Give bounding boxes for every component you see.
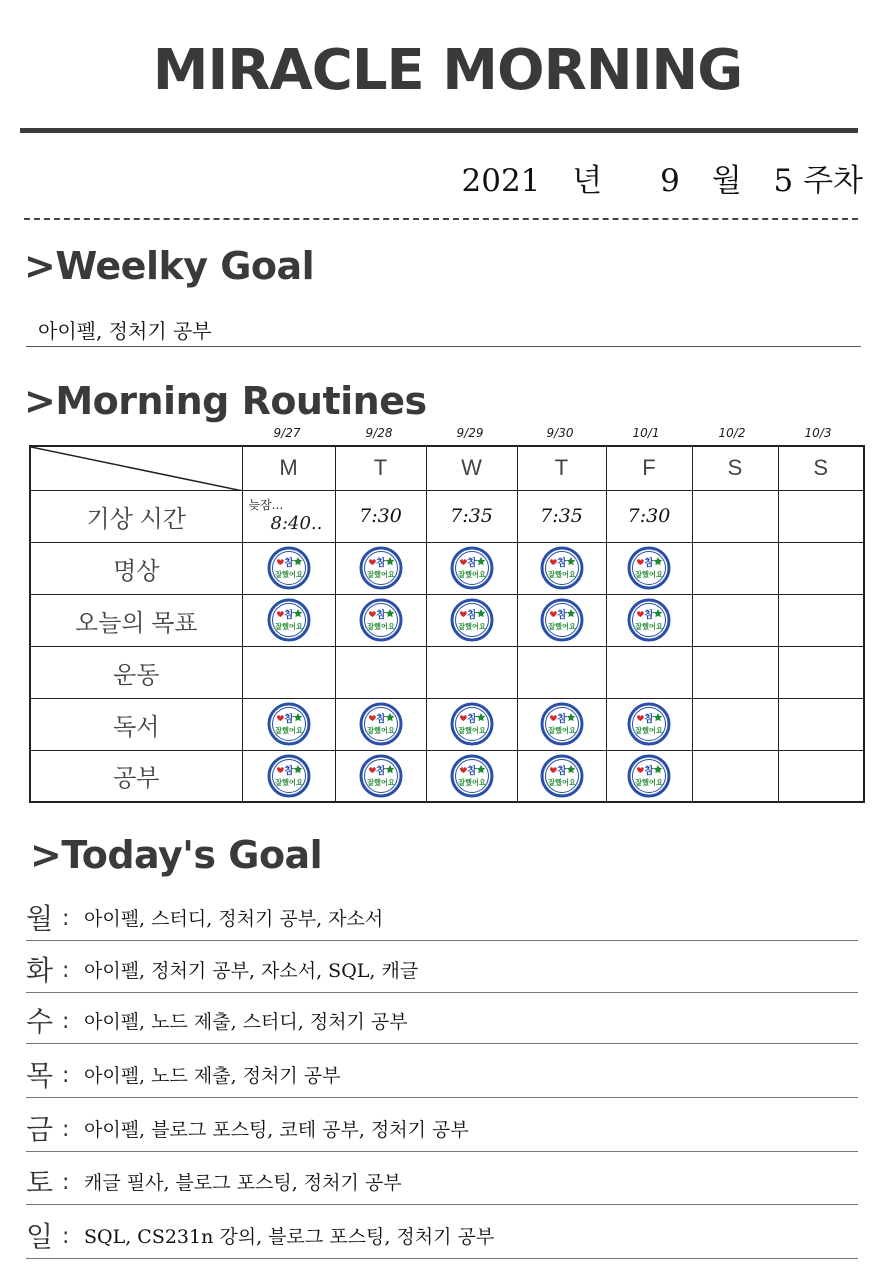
date-label: 10/3 (804, 426, 832, 440)
dashed-divider (24, 218, 858, 220)
routine-row (30, 594, 864, 646)
stamp-bottom-text: 잘했어요 (274, 777, 303, 787)
stamp-cell (426, 594, 517, 646)
stamp-bottom-text: 잘했어요 (457, 622, 486, 631)
month-unit: 월 (711, 163, 742, 199)
stamp-cell (606, 698, 692, 750)
goal-line (26, 1153, 858, 1205)
goal-line (26, 1046, 858, 1098)
stamp-bottom-text: 잘했어요 (547, 777, 576, 787)
row-label: 독서 (30, 698, 242, 750)
stamp-top-text: 참 (283, 610, 294, 621)
stamp-cell (335, 646, 426, 698)
stamp-icon (627, 598, 671, 642)
goal-colon: : (62, 1224, 70, 1249)
goal-text: 아이펠, 스터디, 정처기 공부, 자소서 (84, 908, 384, 930)
stamp-top-text: 참 (375, 558, 386, 569)
stamp-bottom-text: 잘했어요 (547, 726, 576, 735)
diagonal-line (31, 447, 243, 491)
date-label: 10/2 (718, 426, 746, 440)
goal-day: 수 (26, 1006, 54, 1037)
stamp-top-text: 참 (283, 558, 294, 569)
stamp-cell (335, 542, 426, 594)
weekly-goal-underline (26, 346, 861, 347)
stamp-cell (242, 698, 335, 750)
stamp-top-text: 참 (556, 610, 567, 621)
stamp-cell (606, 594, 692, 646)
routine-row (30, 542, 864, 594)
goal-line (26, 1207, 858, 1259)
wake-time: 7:30 (335, 490, 426, 542)
goal-colon: : (62, 1117, 70, 1142)
goal-line (26, 889, 858, 941)
goal-text: 아이펠, 정처기 공부, 자소서, SQL, 캐글 (84, 960, 419, 982)
stamp-cell (606, 542, 692, 594)
stamp-cell (692, 594, 778, 646)
goal-day: 목 (26, 1060, 54, 1091)
title-divider (20, 128, 858, 133)
stamp-cell (242, 646, 335, 698)
stamp-cell (335, 594, 426, 646)
stamp-top-text: 참 (644, 714, 654, 725)
goal-day: 화 (26, 955, 54, 986)
stamp-cell (517, 542, 606, 594)
stamp-bottom-text: 잘했어요 (547, 570, 576, 579)
wake-time (692, 490, 778, 542)
stamp-cell (778, 646, 864, 698)
day-header: W (426, 446, 517, 490)
goal-day: 토 (26, 1167, 54, 1198)
stamp-icon (267, 598, 311, 642)
date-label: 9/30 (546, 426, 574, 440)
stamp-top-text: 참 (283, 765, 294, 777)
stamp-cell (606, 646, 692, 698)
stamp-icon (359, 754, 403, 798)
page-title: MIRACLE MORNING (152, 38, 743, 103)
wake-time-cell (242, 490, 335, 542)
stamp-cell (692, 750, 778, 802)
goal-text: 아이펠, 노드 제출, 정처기 공부 (84, 1065, 341, 1087)
goal-colon: : (62, 906, 70, 931)
goal-underline (26, 1097, 858, 1098)
day-header: T (335, 446, 426, 490)
stamp-top-text: 참 (466, 610, 477, 621)
stamp-bottom-text: 잘했어요 (366, 622, 395, 631)
stamp-top-text: 참 (556, 765, 567, 777)
stamp-cell (517, 698, 606, 750)
goal-underline (26, 1151, 858, 1152)
stamp-cell (517, 750, 606, 802)
stamp-cell (426, 542, 517, 594)
date-label: 9/29 (456, 426, 484, 440)
stamp-top-text: 참 (644, 610, 654, 621)
goal-text: 아이펠, 노드 제출, 스터디, 정처기 공부 (84, 1011, 408, 1033)
stamp-bottom-text: 잘했어요 (457, 570, 486, 579)
stamp-icon (627, 546, 671, 590)
goal-underline (26, 1204, 858, 1205)
row-label: 공부 (30, 750, 242, 802)
stamp-top-text: 참 (375, 765, 386, 777)
stamp-top-text: 참 (466, 558, 477, 569)
month-value: 9 (660, 163, 680, 199)
day-header-row (30, 446, 864, 490)
stamp-cell (692, 542, 778, 594)
stamp-icon (267, 546, 311, 590)
day-header: M (242, 446, 335, 490)
goal-colon: : (62, 1170, 70, 1195)
stamp-bottom-text: 잘했어요 (635, 622, 663, 631)
goal-day: 일 (26, 1221, 54, 1252)
wake-time-row (30, 490, 864, 542)
wake-time (778, 490, 864, 542)
goal-colon: : (62, 1063, 70, 1088)
row-label: 오늘의 목표 (30, 594, 242, 646)
goal-text: 아이펠, 블로그 포스팅, 코테 공부, 정처기 공부 (84, 1119, 469, 1141)
stamp-cell (778, 542, 864, 594)
stamp-cell (606, 750, 692, 802)
stamp-icon (540, 702, 584, 746)
weekly-goal-heading: >Weelky Goal (24, 244, 315, 288)
stamp-cell (335, 698, 426, 750)
date-label: 10/1 (632, 426, 660, 440)
stamp-icon (359, 702, 403, 746)
stamp-bottom-text: 잘했어요 (457, 777, 486, 787)
goal-text: 캐글 필사, 블로그 포스팅, 정처기 공부 (84, 1172, 402, 1194)
stamp-bottom-text: 잘했어요 (635, 726, 663, 735)
wake-time: 7:35 (426, 490, 517, 542)
stamp-cell (242, 594, 335, 646)
stamp-cell (517, 594, 606, 646)
stamp-bottom-text: 잘했어요 (366, 726, 395, 735)
row-label: 기상 시간 (30, 490, 242, 542)
goal-underline (26, 1258, 858, 1259)
todays-goal-heading: >Today's Goal (30, 833, 323, 877)
wake-time: 8:40.. (270, 512, 323, 534)
stamp-bottom-text: 잘했어요 (366, 777, 395, 787)
stamp-icon (450, 754, 494, 798)
stamp-icon (450, 598, 494, 642)
stamp-top-text: 참 (283, 714, 294, 725)
stamp-cell (778, 594, 864, 646)
goal-colon: : (62, 958, 70, 983)
stamp-icon (540, 598, 584, 642)
stamp-bottom-text: 잘했어요 (457, 726, 486, 735)
routine-row (30, 698, 864, 750)
stamp-icon (450, 702, 494, 746)
goal-line (26, 941, 858, 993)
morning-routines-heading: >Morning Routines (24, 379, 427, 423)
stamp-icon (450, 546, 494, 590)
stamp-cell (778, 698, 864, 750)
corner-cell (30, 446, 242, 490)
stamp-icon (627, 754, 671, 798)
goal-underline (26, 1043, 858, 1044)
stamp-bottom-text: 잘했어요 (274, 570, 303, 579)
wake-time: 7:35 (517, 490, 606, 542)
goal-line (26, 992, 858, 1044)
stamp-bottom-text: 잘했어요 (547, 622, 576, 631)
week-unit: 주차 (803, 163, 863, 199)
routine-table (29, 445, 865, 803)
stamp-bottom-text: 잘했어요 (635, 570, 663, 579)
stamp-bottom-text: 잘했어요 (635, 777, 663, 787)
stamp-top-text: 참 (375, 714, 386, 725)
routine-row (30, 750, 864, 802)
stamp-bottom-text: 잘했어요 (274, 622, 303, 631)
stamp-bottom-text: 잘했어요 (274, 726, 303, 735)
stamp-cell (335, 750, 426, 802)
stamp-icon (267, 702, 311, 746)
stamp-top-text: 참 (375, 610, 386, 621)
stamp-icon (267, 754, 311, 798)
day-header: S (778, 446, 864, 490)
stamp-cell (426, 646, 517, 698)
stamp-icon (359, 546, 403, 590)
stamp-cell (426, 750, 517, 802)
stamp-cell (692, 698, 778, 750)
date-label: 9/28 (365, 426, 393, 440)
stamp-cell (426, 698, 517, 750)
stamp-bottom-text: 잘했어요 (366, 570, 395, 579)
stamp-top-text: 참 (556, 558, 567, 569)
date-label: 9/27 (273, 426, 301, 440)
row-label: 명상 (30, 542, 242, 594)
stamp-icon (540, 754, 584, 798)
stamp-top-text: 참 (644, 765, 654, 777)
goal-line (26, 1100, 858, 1152)
day-header: S (692, 446, 778, 490)
stamp-cell (692, 646, 778, 698)
year-unit: 년 (572, 163, 603, 199)
stamp-icon (540, 546, 584, 590)
goal-text: SQL, CS231n 강의, 블로그 포스팅, 정처기 공부 (84, 1226, 495, 1248)
week-indicator (462, 155, 863, 200)
date-row (241, 426, 861, 444)
stamp-cell (778, 750, 864, 802)
routine-row (30, 646, 864, 698)
stamp-top-text: 참 (644, 558, 654, 569)
day-header: T (517, 446, 606, 490)
goal-day: 금 (26, 1114, 54, 1145)
stamp-icon (627, 702, 671, 746)
week-value: 5 (773, 163, 794, 199)
weekly-goal-text: 아이펠, 정처기 공부 (38, 319, 212, 343)
stamp-cell (242, 750, 335, 802)
stamp-icon (359, 598, 403, 642)
stamp-top-text: 참 (466, 765, 477, 777)
stamp-cell (242, 542, 335, 594)
stamp-top-text: 참 (556, 714, 567, 725)
late-note: 늦잠... (248, 497, 284, 512)
day-header: F (606, 446, 692, 490)
year-value: 2021 (461, 163, 541, 199)
row-label: 운동 (30, 646, 242, 698)
stamp-cell (517, 646, 606, 698)
goal-colon: : (62, 1009, 70, 1034)
stamp-top-text: 참 (466, 714, 477, 725)
goal-day: 월 (26, 903, 54, 934)
wake-time: 7:30 (606, 490, 692, 542)
